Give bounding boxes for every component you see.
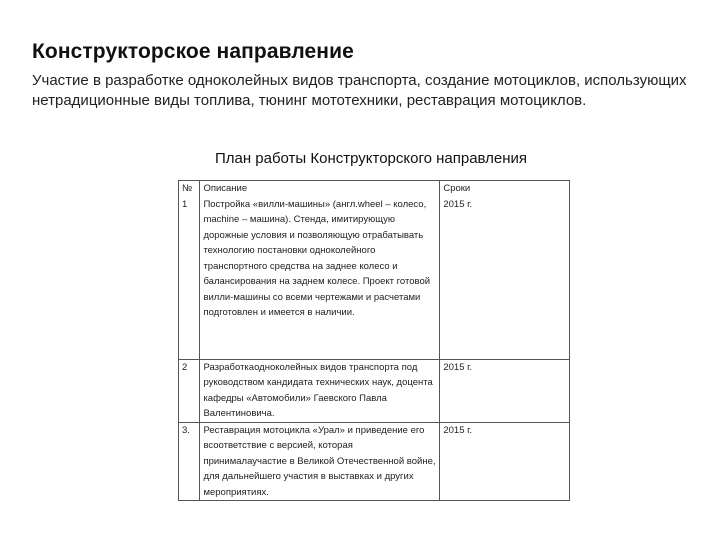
row-num: 3. bbox=[179, 422, 200, 501]
slide-title: Конструкторское направление bbox=[32, 40, 354, 63]
row-num: 1 bbox=[179, 197, 200, 360]
table-header-row bbox=[179, 181, 570, 197]
row-description: Разработкаодноколейных видов транспорта под руководством кандидата технических наук, доцента кафедры «Автомобили» Гаевского Павла Валентиновича. bbox=[200, 359, 440, 422]
row-description: Постройка «вилли-машины» (англ.wheel – колесо, machine – машина). Стенда, имитирующую дорожные условия и позволяющую отрабатывать технологию постановки одноколейного транспортного средства на заднее колесо и балансирования на заднем колесе. Проект готовой вилли-машины со всеми чертежами и расчетами подготовлен и имеется в наличии. bbox=[200, 197, 440, 360]
row-term: 2015 г. bbox=[440, 359, 570, 422]
row-term: 2015 г. bbox=[440, 197, 570, 360]
plan-title bbox=[0, 150, 720, 167]
table-row bbox=[179, 359, 570, 422]
header-term: Сроки bbox=[440, 181, 570, 197]
table-row bbox=[179, 422, 570, 501]
row-num: 2 bbox=[179, 359, 200, 422]
intro-text: Участие в разработке одноколейных видов транспорта, создание мотоциклов, использующих нетрадиционные виды топлива, тюнинг мототехники, реставрация мотоциклов. bbox=[32, 72, 687, 109]
table-row bbox=[179, 197, 570, 360]
plan-table bbox=[178, 180, 570, 501]
row-description: Реставрация мотоцикла «Урал» и приведение его всоответствие с версией, которая принималаучастие в Великой Отечественной войне, для дальнейшего участия в выставках и других мероприятиях. bbox=[200, 422, 440, 501]
row-term: 2015 г. bbox=[440, 422, 570, 501]
plan-title-text: План работы Конструкторского направления bbox=[214, 150, 528, 167]
header-num: № bbox=[179, 181, 200, 197]
header-description: Описание bbox=[200, 181, 440, 197]
